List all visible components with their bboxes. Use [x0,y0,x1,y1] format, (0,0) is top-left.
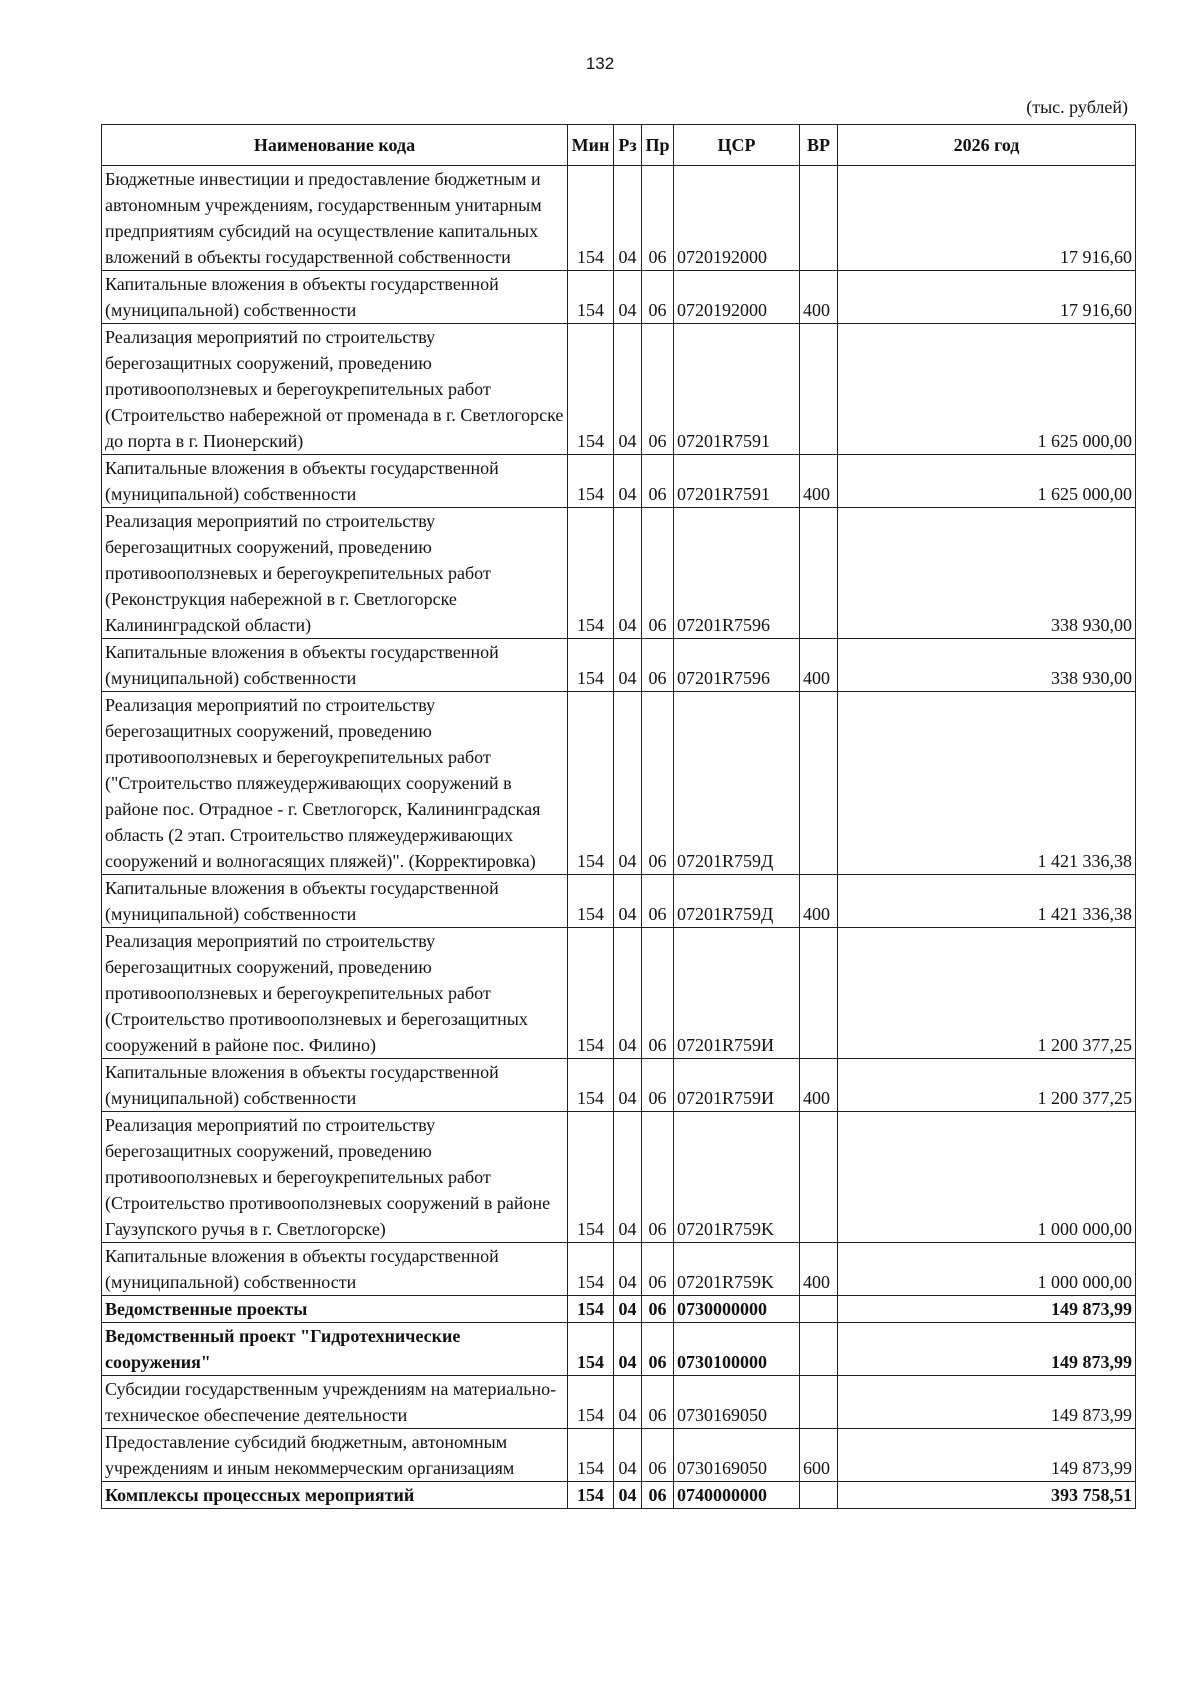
budget-table [101,124,1136,1509]
table-cell-name: Реализация мероприятий по строительству берегозащитных сооружений, проведению противооползневых и берегоукрепительных работ (Строительство набережной от променада в г. Светлогорске до порта в г. Пионерский) [102,324,568,455]
table-row [102,1112,1136,1243]
table-cell-pr: 06 [642,1243,674,1296]
table-cell-min: 154 [568,508,614,639]
table-cell-value: 1 000 000,00 [838,1243,1136,1296]
table-cell-min: 154 [568,1059,614,1112]
table-cell-name: Реализация мероприятий по строительству берегозащитных сооружений, проведению противооползневых и берегоукрепительных работ (Строительство противооползневых сооружений в районе Гаузупского ручья в г. Светлогорске) [102,1112,568,1243]
table-cell-name: Реализация мероприятий по строительству берегозащитных сооружений, проведению противооползневых и берегоукрепительных работ ("Строительство пляжеудерживающих сооружений в районе пос. Отрадное - г. Светлогорск, Калининградская область (2 этап. Строительство пляжеудерживающих сооружений и волногасящих пляжей)". (Корректировка) [102,692,568,875]
table-cell-vr [800,1482,838,1509]
table-cell-value: 1 200 377,25 [838,1059,1136,1112]
table-row [102,1376,1136,1429]
table-cell-vr [800,166,838,271]
table-row [102,1243,1136,1296]
table-cell-value: 393 758,51 [838,1482,1136,1509]
table-cell-min: 154 [568,271,614,324]
table-cell-min: 154 [568,639,614,692]
table-cell-vr: 400 [800,639,838,692]
table-cell-pr: 06 [642,928,674,1059]
table-cell-rz: 04 [614,1376,642,1429]
table-cell-csr: 07201R759И [674,928,800,1059]
table-cell-vr: 400 [800,1059,838,1112]
table-cell-csr: 0730000000 [674,1296,800,1323]
table-cell-min: 154 [568,166,614,271]
table-cell-rz: 04 [614,508,642,639]
header-min: Мин [568,125,614,166]
table-cell-rz: 04 [614,875,642,928]
table-row [102,455,1136,508]
table-cell-vr: 400 [800,455,838,508]
table-cell-name: Капитальные вложения в объекты государственной (муниципальной) собственности [102,1059,568,1112]
table-cell-vr: 400 [800,875,838,928]
header-csr: ЦСР [674,125,800,166]
table-cell-value: 17 916,60 [838,166,1136,271]
table-cell-vr: 400 [800,271,838,324]
table-cell-csr: 0730169050 [674,1376,800,1429]
table-cell-value: 1 625 000,00 [838,455,1136,508]
table-cell-rz: 04 [614,639,642,692]
table-header-row [102,125,1136,166]
table-cell-pr: 06 [642,508,674,639]
table-cell-rz: 04 [614,1059,642,1112]
table-cell-pr: 06 [642,1112,674,1243]
table-cell-pr: 06 [642,1323,674,1376]
table-cell-name: Капитальные вложения в объекты государственной (муниципальной) собственности [102,271,568,324]
table-cell-name: Реализация мероприятий по строительству берегозащитных сооружений, проведению противооползневых и берегоукрепительных работ (Строительство противооползневых и берегозащитных сооружений в районе пос. Филино) [102,928,568,1059]
table-cell-value: 149 873,99 [838,1429,1136,1482]
table-cell-pr: 06 [642,1376,674,1429]
table-cell-vr: 600 [800,1429,838,1482]
table-cell-value: 1 421 336,38 [838,875,1136,928]
table-body [102,166,1136,1509]
header-vr: ВР [800,125,838,166]
table-cell-min: 154 [568,1429,614,1482]
table-cell-pr: 06 [642,1059,674,1112]
table-cell-vr [800,928,838,1059]
table-row [102,1323,1136,1376]
table-row [102,324,1136,455]
table-cell-vr [800,324,838,455]
table-cell-rz: 04 [614,1243,642,1296]
table-cell-value: 338 930,00 [838,508,1136,639]
table-cell-name: Капитальные вложения в объекты государственной (муниципальной) собственности [102,639,568,692]
table-cell-min: 154 [568,875,614,928]
table-cell-min: 154 [568,1323,614,1376]
table-cell-min: 154 [568,1376,614,1429]
header-name: Наименование кода [102,125,568,166]
table-cell-pr: 06 [642,692,674,875]
table-cell-name: Ведомственные проекты [102,1296,568,1323]
table-row [102,271,1136,324]
table-cell-name: Реализация мероприятий по строительству берегозащитных сооружений, проведению противооползневых и берегоукрепительных работ (Реконструкция набережной в г. Светлогорске Калининградской области) [102,508,568,639]
table-cell-rz: 04 [614,1112,642,1243]
table-cell-min: 154 [568,455,614,508]
table-cell-rz: 04 [614,324,642,455]
table-cell-min: 154 [568,324,614,455]
table-cell-csr: 07201R7591 [674,455,800,508]
table-cell-rz: 04 [614,928,642,1059]
table-cell-value: 149 873,99 [838,1376,1136,1429]
table-cell-name: Капитальные вложения в объекты государственной (муниципальной) собственности [102,455,568,508]
table-cell-value: 149 873,99 [838,1296,1136,1323]
table-cell-rz: 04 [614,271,642,324]
page-number: 132 [585,54,615,73]
table-cell-min: 154 [568,1243,614,1296]
table-cell-pr: 06 [642,1482,674,1509]
table-row [102,166,1136,271]
table-cell-value: 338 930,00 [838,639,1136,692]
table-cell-value: 1 625 000,00 [838,324,1136,455]
table-cell-vr [800,1376,838,1429]
table-cell-min: 154 [568,1112,614,1243]
table-cell-csr: 0730169050 [674,1429,800,1482]
table-cell-csr: 07201R7596 [674,508,800,639]
table-cell-name: Бюджетные инвестиции и предоставление бюджетным и автономным учреждениям, государственным унитарным предприятиям субсидий на осуществление капитальных вложений в объекты государственной собственности [102,166,568,271]
table-row [102,1059,1136,1112]
table-cell-rz: 04 [614,1482,642,1509]
table-cell-pr: 06 [642,875,674,928]
table-cell-min: 154 [568,1296,614,1323]
table-cell-min: 154 [568,692,614,875]
table-cell-csr: 07201R759K [674,1112,800,1243]
table-row [102,1296,1136,1323]
table-cell-value: 1 200 377,25 [838,928,1136,1059]
table-cell-pr: 06 [642,1429,674,1482]
table-cell-vr [800,1323,838,1376]
table-cell-csr: 0730100000 [674,1323,800,1376]
table-cell-csr: 07201R7591 [674,324,800,455]
table-row [102,875,1136,928]
table-cell-pr: 06 [642,324,674,455]
table-cell-rz: 04 [614,455,642,508]
table-cell-pr: 06 [642,1296,674,1323]
table-cell-vr: 400 [800,1243,838,1296]
table-cell-rz: 04 [614,692,642,875]
table-cell-csr: 07201R7596 [674,639,800,692]
table-cell-min: 154 [568,928,614,1059]
table-cell-pr: 06 [642,455,674,508]
table-cell-pr: 06 [642,166,674,271]
table-cell-pr: 06 [642,271,674,324]
table-cell-pr: 06 [642,639,674,692]
table-row [102,639,1136,692]
units-label: (тыс. рублей) [1026,97,1128,117]
table-row [102,1482,1136,1509]
table-cell-csr: 07201R759Д [674,875,800,928]
header-pr: Пр [642,125,674,166]
table-cell-rz: 04 [614,1323,642,1376]
table-cell-rz: 04 [614,1429,642,1482]
table-cell-csr: 07201R759Д [674,692,800,875]
table-cell-csr: 07201R759K [674,1243,800,1296]
table-cell-csr: 0720192000 [674,271,800,324]
table-cell-value: 1 000 000,00 [838,1112,1136,1243]
table-cell-csr: 0740000000 [674,1482,800,1509]
header-year: 2026 год [838,125,1136,166]
table-cell-csr: 0720192000 [674,166,800,271]
table-cell-name: Ведомственный проект "Гидротехнические сооружения" [102,1323,568,1376]
table-cell-name: Капитальные вложения в объекты государственной (муниципальной) собственности [102,875,568,928]
table-cell-name: Капитальные вложения в объекты государственной (муниципальной) собственности [102,1243,568,1296]
header-rz: Рз [614,125,642,166]
table-cell-rz: 04 [614,1296,642,1323]
table-cell-name: Субсидии государственным учреждениям на материально-техническое обеспечение деятельности [102,1376,568,1429]
table-cell-value: 1 421 336,38 [838,692,1136,875]
table-row [102,928,1136,1059]
table-row [102,1429,1136,1482]
table-row [102,508,1136,639]
table-cell-vr [800,1112,838,1243]
table-cell-csr: 07201R759И [674,1059,800,1112]
table-row [102,692,1136,875]
table-cell-value: 149 873,99 [838,1323,1136,1376]
table-cell-vr [800,1296,838,1323]
table-cell-name: Комплексы процессных мероприятий [102,1482,568,1509]
table-cell-vr [800,508,838,639]
table-cell-vr [800,692,838,875]
table-cell-rz: 04 [614,166,642,271]
table-cell-name: Предоставление субсидий бюджетным, автономным учреждениям и иным некоммерческим организациям [102,1429,568,1482]
table-cell-value: 17 916,60 [838,271,1136,324]
table-cell-min: 154 [568,1482,614,1509]
